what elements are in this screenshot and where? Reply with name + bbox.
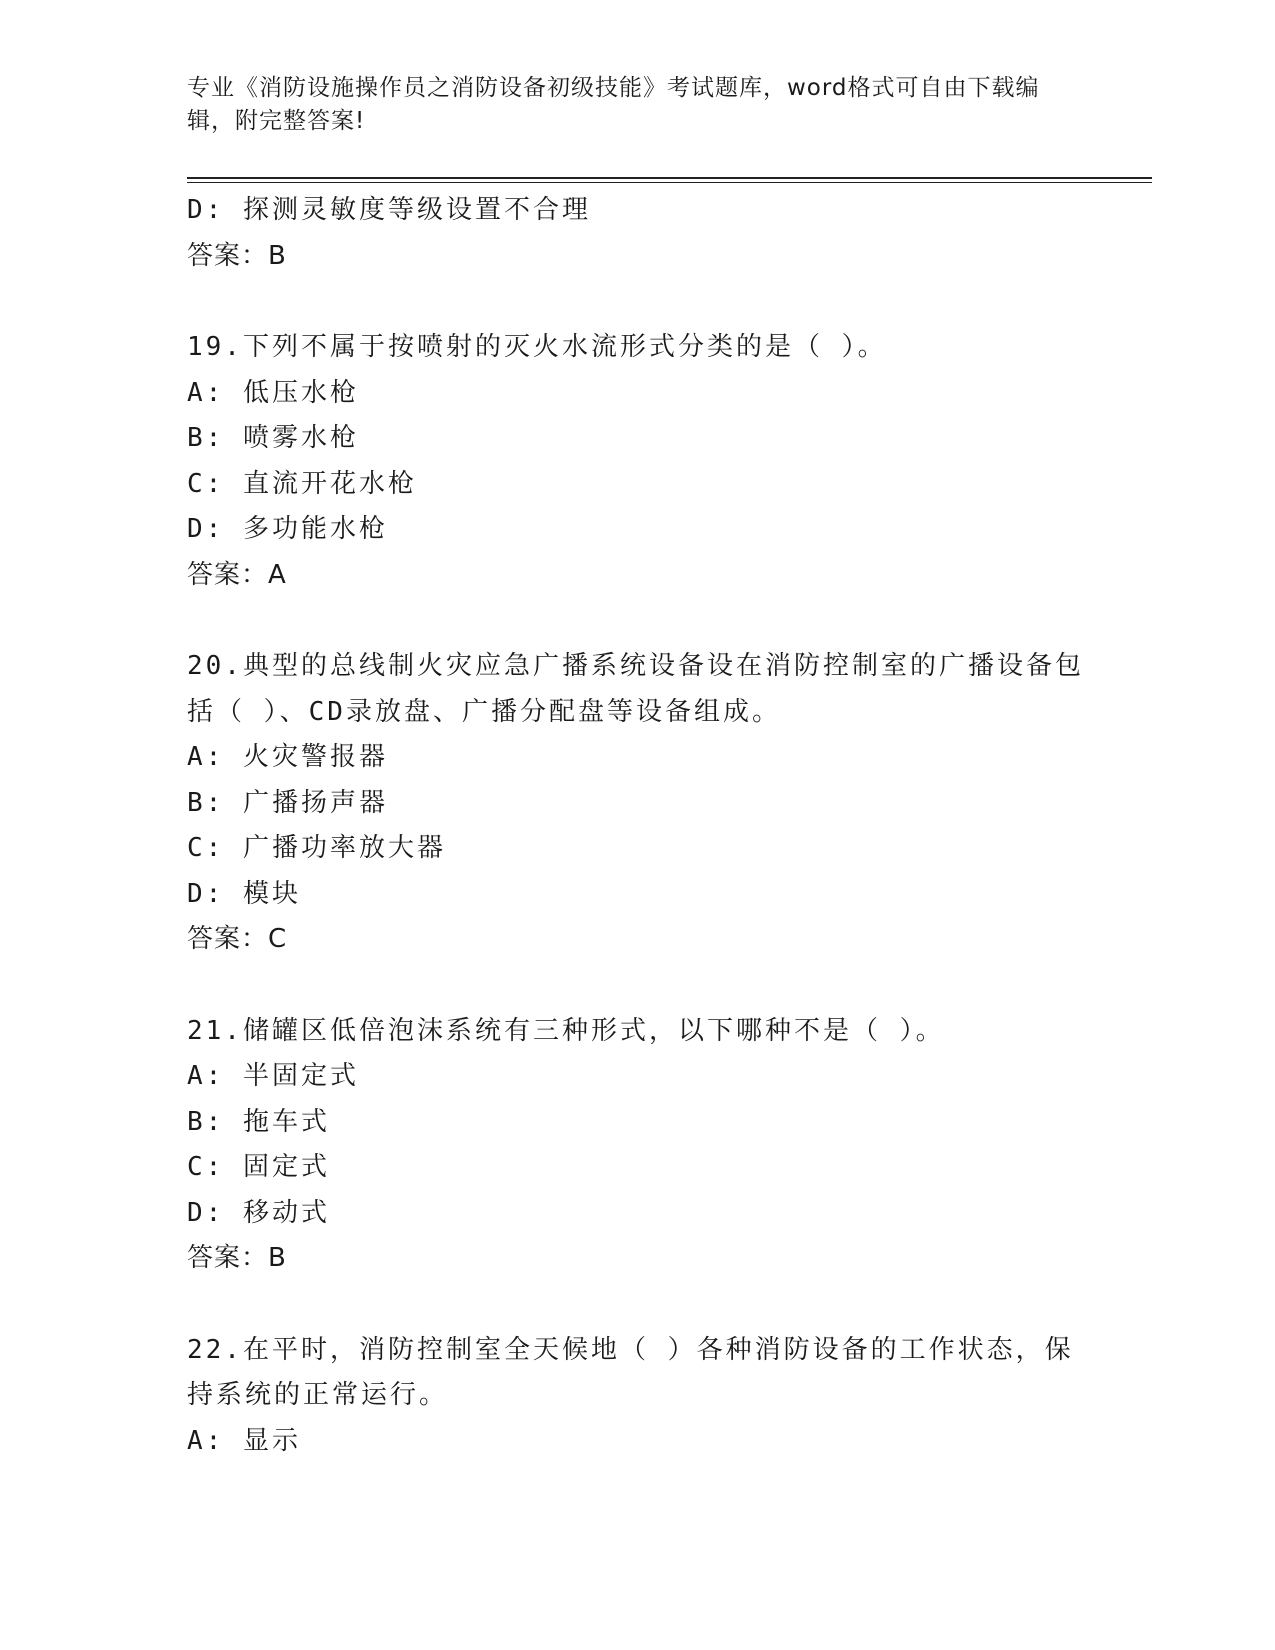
- question-22: [187, 1328, 1087, 1465]
- question-text: 21.储罐区低倍泡沫系统有三种形式，以下哪种不是（ ）。: [187, 1015, 945, 1046]
- option-b: B: 广播扬声器: [187, 787, 388, 818]
- spacer: [187, 963, 1087, 1009]
- option-a: A: 火灾警报器: [187, 742, 388, 772]
- option-a: A: 半固定式: [187, 1061, 359, 1091]
- question-text: 19.下列不属于按喷射的灭火水流形式分类的是（ ）。: [187, 332, 887, 362]
- option-d: D: 多功能水枪: [187, 514, 388, 544]
- option-a: A: 低压水枪: [187, 377, 359, 408]
- option-b: B: 喷雾水枪: [187, 423, 359, 453]
- option-d: D: 移动式: [187, 1197, 330, 1228]
- question-21: [187, 1009, 1087, 1282]
- answer: 答案：A: [187, 559, 287, 590]
- option-c: C: 固定式: [187, 1152, 330, 1182]
- answer: 答案：B: [187, 1243, 287, 1273]
- answer: 答案：C: [187, 924, 288, 954]
- document-body: [187, 188, 1087, 1464]
- option-d: D: 模块: [187, 878, 301, 909]
- question-text: 22.在平时，消防控制室全天候地（ ）各种消防设备的工作状态，保: [187, 1334, 1074, 1365]
- question-text: 20.典型的总线制火灾应急广播系统设备设在消防控制室的广播设备包: [187, 651, 1084, 681]
- option-a: A: 显示: [187, 1425, 301, 1456]
- spacer: [187, 598, 1087, 644]
- header-line-2: 辑，附完整答案!: [187, 108, 366, 134]
- option-b: B: 拖车式: [187, 1106, 330, 1137]
- prev-option-d: D: 探测灵敏度等级设置不合理: [187, 195, 591, 225]
- header-divider-thin: [187, 182, 1152, 183]
- question-20: [187, 644, 1087, 963]
- question-19: [187, 325, 1087, 598]
- question-text-cont: 持系统的正常运行。: [187, 1380, 449, 1410]
- option-c: C: 广播功率放大器: [187, 833, 446, 863]
- header-divider-thick: [187, 177, 1152, 179]
- document-header: [187, 72, 1067, 138]
- option-c: C: 直流开花水枪: [187, 468, 417, 499]
- spacer: [187, 279, 1087, 325]
- question-text-cont: 括（ ）、CD录放盘、广播分配盘等设备组成。: [187, 696, 781, 727]
- header-line-1: 专业《消防设施操作员之消防设备初级技能》考试题库，word格式可自由下载编: [187, 75, 1040, 101]
- prev-answer: 答案：B: [187, 240, 287, 271]
- spacer: [187, 1282, 1087, 1328]
